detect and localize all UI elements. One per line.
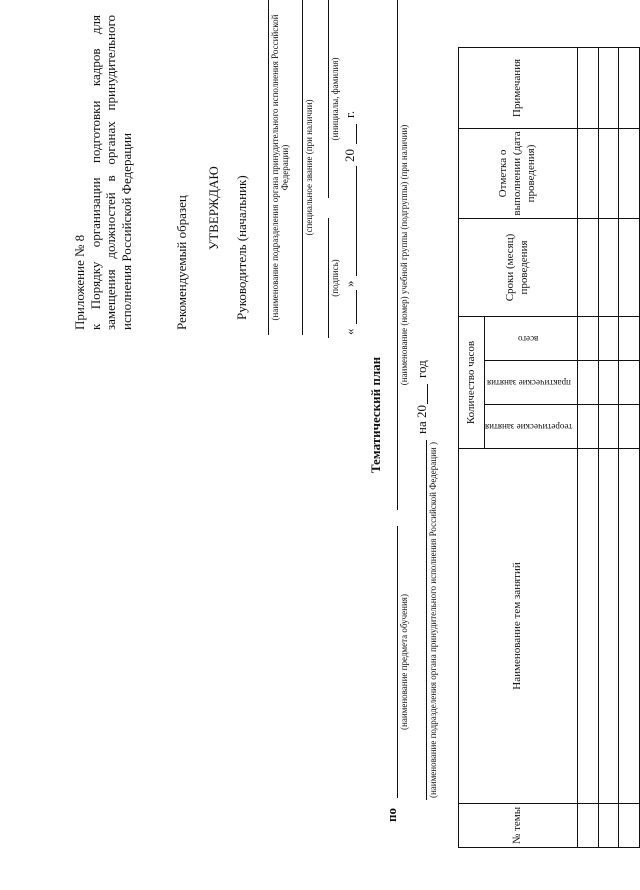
signature-caption: (подпись)	[330, 259, 340, 297]
col-header-theory: теоретические занятия	[485, 405, 578, 449]
appendix-heading: Приложение № 8	[72, 234, 87, 330]
plan-year-word: год	[414, 360, 429, 378]
table-cell[interactable]	[598, 129, 619, 219]
table-cell[interactable]	[578, 361, 599, 405]
plan-year-line	[427, 384, 428, 404]
col-header-num: № темы	[459, 804, 578, 848]
table-row	[598, 48, 619, 848]
table-cell[interactable]	[578, 48, 599, 129]
table-cell[interactable]	[598, 219, 619, 317]
table-row	[619, 48, 640, 848]
table-cell[interactable]	[598, 48, 619, 129]
table-cell[interactable]	[578, 405, 599, 449]
col-header-practice: практические занятия	[485, 361, 578, 405]
table-cell[interactable]	[619, 129, 640, 219]
table-cell[interactable]	[619, 405, 640, 449]
col-header-hours: Количество часов	[459, 317, 485, 449]
unit-line	[268, 0, 269, 335]
group-caption: (наименование (номер) учебной группы (подгруппы) (при наличии)	[399, 124, 409, 386]
table-cell[interactable]	[578, 804, 599, 848]
initials-caption: (инициалы, фамилия)	[330, 57, 340, 141]
table-cell[interactable]	[598, 405, 619, 449]
date-day-line	[356, 290, 357, 324]
table-cell[interactable]	[578, 449, 599, 804]
table-cell[interactable]	[619, 317, 640, 361]
date-close-quote: »	[342, 280, 357, 287]
recommended-sample-label: Рекомендуемый образец	[174, 195, 189, 330]
col-header-notes: Примечания	[459, 48, 578, 129]
rank-caption: (специальное звание (при наличии)	[304, 99, 314, 236]
plan-unit-line	[426, 440, 427, 800]
plan-unit-caption: (наименование подразделения органа принудительного исполнения Российской Федерации )	[428, 442, 438, 799]
table-cell[interactable]	[578, 129, 599, 219]
col-header-mark: Отметка о выполнении (дата проведения)	[459, 129, 578, 219]
appendix-text: к Порядку организации подготовки кадров для замещения должностей в органах принудительного исполнения Российской Федерации	[87, 15, 134, 330]
date-month-line	[356, 166, 357, 276]
initials-line	[328, 0, 329, 198]
table-cell[interactable]	[598, 804, 619, 848]
plan-by-label: по	[384, 808, 399, 822]
table-cell[interactable]	[578, 317, 599, 361]
rank-line	[302, 0, 303, 335]
subject-line	[397, 526, 398, 798]
table-cell[interactable]	[598, 361, 619, 405]
signature-line	[328, 218, 329, 338]
date-year-line	[356, 124, 357, 144]
plan-title: Тематический план	[368, 356, 383, 474]
table-cell[interactable]	[619, 219, 640, 317]
table-cell[interactable]	[578, 219, 599, 317]
table-row	[578, 48, 599, 848]
table-cell[interactable]	[619, 361, 640, 405]
date-year-suffix: г.	[342, 110, 357, 118]
table-cell[interactable]	[598, 317, 619, 361]
col-header-name: Наименование тем занятий	[459, 449, 578, 804]
date-open-quote: «	[342, 328, 357, 335]
plan-year-label: на 20	[414, 405, 429, 434]
table-cell[interactable]	[619, 48, 640, 129]
group-line	[397, 0, 398, 510]
unit-caption: (наименование подразделения органа принудительного исполнения Российской Федерации)	[270, 14, 291, 321]
thematic-plan-table	[458, 48, 640, 848]
col-header-terms: Сроки (месяц) проведения	[459, 219, 578, 317]
approve-label: УТВЕРЖДАЮ	[206, 166, 221, 250]
subject-caption: (наименование предмета обучения)	[399, 594, 409, 730]
table-cell[interactable]	[598, 449, 619, 804]
appendix-block	[72, 15, 134, 330]
table-cell[interactable]	[619, 804, 640, 848]
head-label: Руководитель (начальник)	[234, 175, 249, 320]
table-cell[interactable]	[619, 449, 640, 804]
col-header-total: всего	[485, 317, 578, 361]
date-year-prefix: 20	[342, 149, 357, 162]
